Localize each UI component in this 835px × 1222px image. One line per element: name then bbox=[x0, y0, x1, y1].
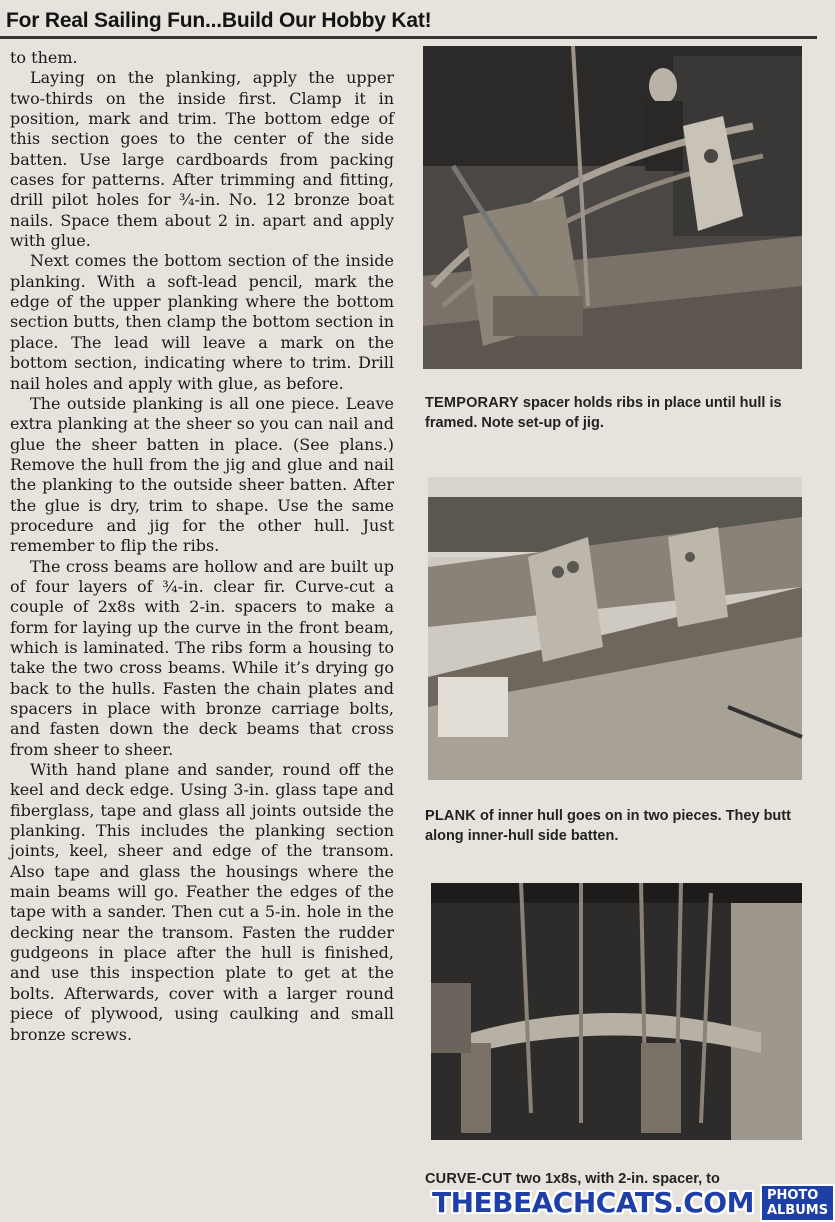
caption-text: of inner hull goes on in two pieces. They butt along inner-hull side batten. bbox=[425, 808, 791, 844]
watermark-logo: THEBEACHCATS.COM bbox=[432, 1186, 754, 1219]
body-paragraph: Laying on the planking, apply the upper two-thirds on the inside first. Clamp it in position, mark and trim. The bottom edge of this section goes to the center of the side batten. Use large cardboards from packing cases for patterns. After trimming and fitting, drill pilot holes for ¾-in. No. 12 bronze boat nails. Space them about 2 in. apart and apply with glue. bbox=[10, 68, 394, 251]
caption-text: spacer holds ribs in place until hull is framed. Note set-up of jig. bbox=[425, 395, 782, 431]
body-paragraph: The cross beams are hollow and are built up of four layers of ¾-in. clear fir. Curve-cut a couple of 2x8s with 2-in. spacers to make a form for laying up the curve in the front beam, which is laminated. The ribs form a housing to take the two cross beams. While it’s drying go back to the hulls. Fasten the chain plates and spacers in place with bronze carriage bolts, and fasten down the deck beams that cross from sheer to sheer. bbox=[10, 556, 394, 759]
body-paragraph: The outside planking is all one piece. Leave extra planking at the sheer so you can nail and glue the sheer batten in place. (See plans.) Remove the hull from the jig and glue and nail the planking to the outside sheer batten. After the glue is dry, trim to shape. Use the same procedure and jig for the other hull. Just remember to flip the ribs. bbox=[10, 393, 394, 556]
site-watermark bbox=[432, 1183, 829, 1222]
caption-lead: PLANK bbox=[425, 808, 476, 824]
photo-plank-inner-hull bbox=[428, 477, 802, 780]
photo-temporary-spacer bbox=[423, 46, 802, 369]
caption-lead: TEMPORARY bbox=[425, 395, 519, 411]
photo-curve-cut-form bbox=[431, 883, 802, 1140]
caption-text: two 1x8s, with 2-in. spacer, to bbox=[511, 1171, 720, 1187]
header-rule bbox=[0, 36, 817, 39]
article-headline: For Real Sailing Fun...Build Our Hobby Kat! bbox=[6, 9, 432, 32]
photo-caption bbox=[425, 393, 805, 433]
watermark-badge: PHOTO ALBUMS bbox=[760, 1184, 835, 1222]
body-paragraph: Next comes the bottom section of the inside planking. With a soft-lead pencil, mark the edge of the upper planking where the bottom section butts, then clamp the bottom section in place. The lead will leave a mark on the bottom section, indicating where to trim. Drill nail holes and apply with glue, as before. bbox=[10, 251, 394, 393]
photo-caption bbox=[425, 806, 805, 846]
body-paragraph: With hand plane and sander, round off the keel and deck edge. Using 3-in. glass tape and fiberglass, tape and glass all joints outside the planking. This includes the planking section joints, keel, sheer and edge of the transom. Also tape and glass the housings where the main beams will go. Feather the edges of the tape with a sander. Then cut a 5-in. hole in the decking near the transom. Fasten the rudder gudgeons in place after the hull is finished, and use this inspection plate to get at the bolts. Afterwards, cover with a larger round piece of plywood, using caulking and small bronze screws. bbox=[10, 760, 394, 1044]
article-body bbox=[10, 48, 394, 1045]
caption-lead: CURVE-CUT bbox=[425, 1171, 512, 1187]
body-paragraph: to them. bbox=[10, 48, 78, 67]
